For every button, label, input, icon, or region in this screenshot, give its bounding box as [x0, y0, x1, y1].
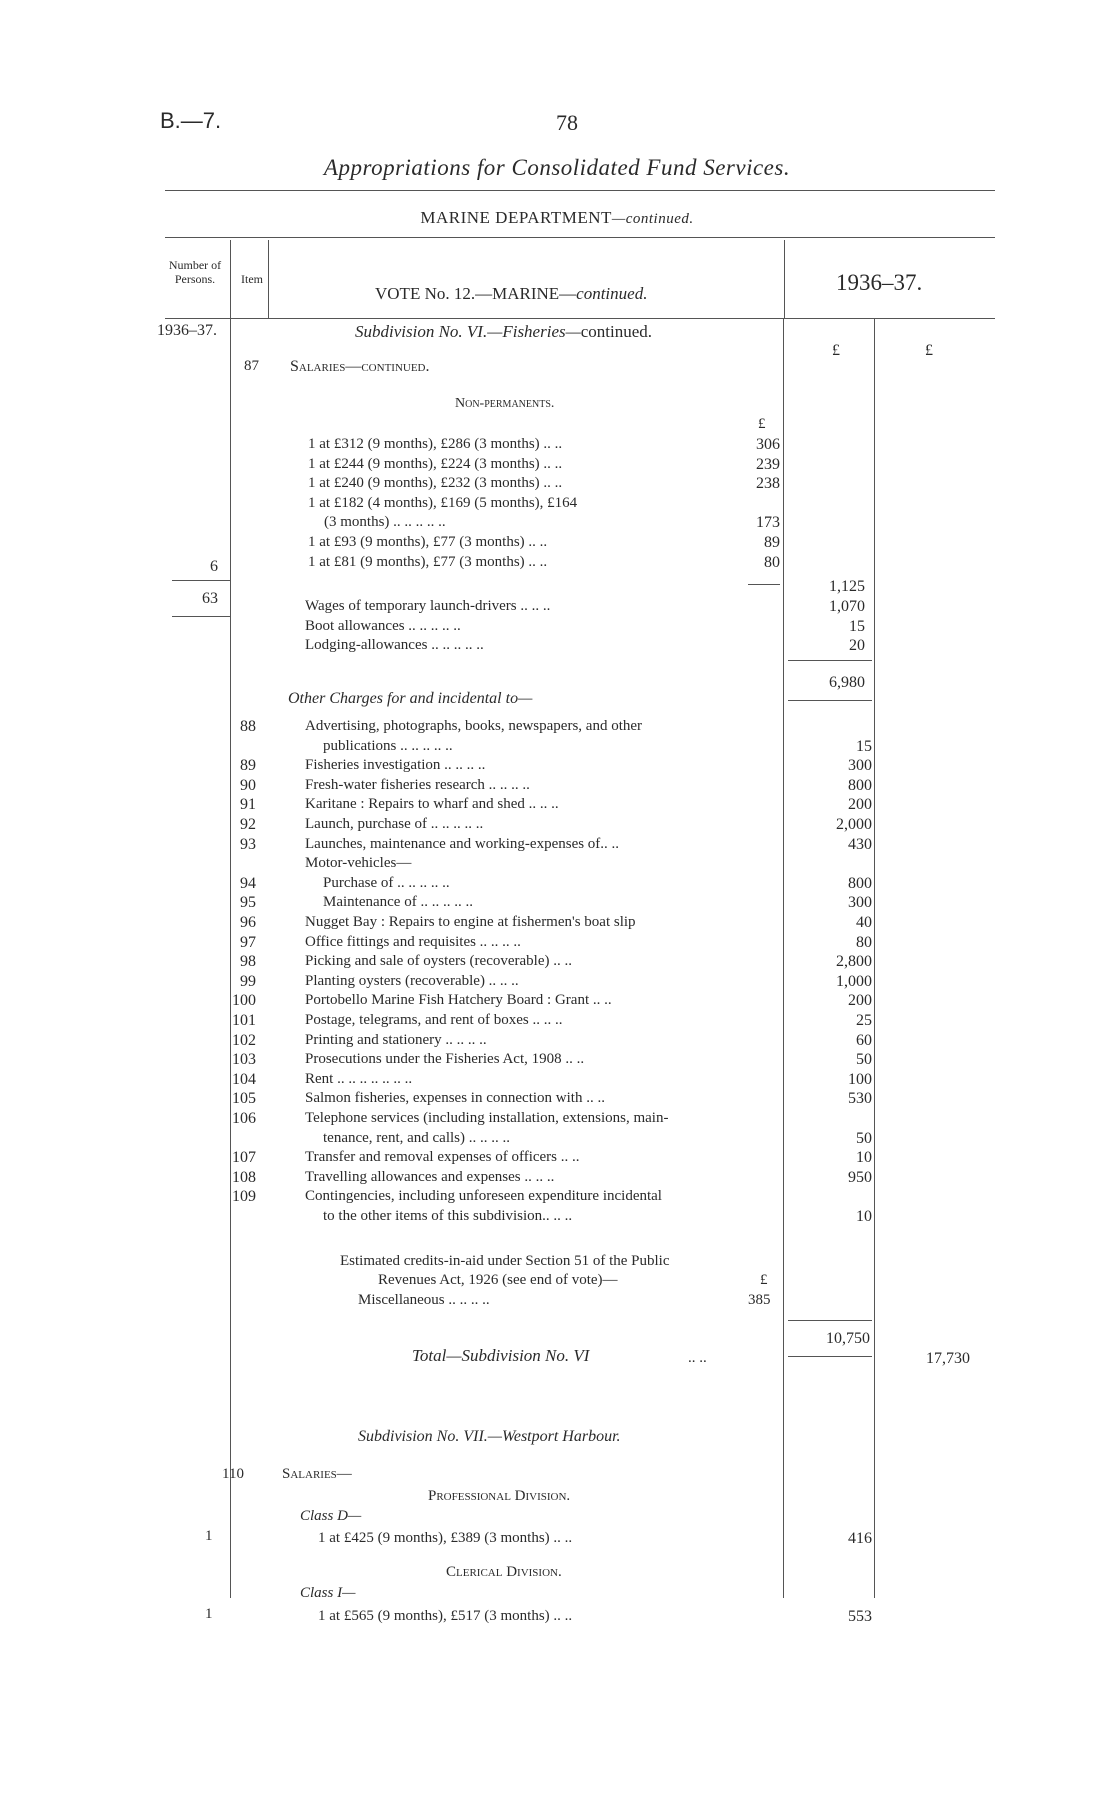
total-subdivision-vi-dots: .. .. — [688, 1350, 707, 1366]
charge-line: Travelling allowances and expenses .. .. .. — [305, 1168, 555, 1185]
sub7-salaries-heading: Salaries— — [282, 1466, 352, 1482]
persons-count-63: 63 — [202, 590, 218, 607]
nonperm-amount: 89 — [764, 534, 780, 551]
nonperm-line: 1 at £93 (9 months), £77 (3 months) .. .. — [308, 534, 548, 550]
charge-item-number: 91 — [240, 796, 256, 814]
charge-line: Printing and stationery .. .. .. .. — [305, 1031, 487, 1048]
charge-item-number: 94 — [240, 874, 256, 892]
charge-line: Salmon fisheries, expenses in connection with .. .. — [305, 1090, 605, 1107]
charge-item-number: 97 — [240, 933, 256, 951]
nonperm-amount: 80 — [764, 553, 780, 571]
charge-item-number: 100 — [232, 992, 256, 1010]
charge-line: tenance, rent, and calls) .. .. .. .. — [323, 1129, 511, 1146]
subdivision-vi-title — [355, 322, 652, 342]
charge-item-number: 93 — [240, 835, 256, 853]
charge-line: Fisheries investigation .. .. .. .. — [305, 757, 486, 774]
item-column-header: Item — [241, 272, 263, 286]
charge-amount: 10 — [856, 1149, 872, 1167]
charge-item-number: 98 — [240, 953, 256, 971]
salaries-item-number: 87 — [244, 358, 259, 374]
charge-line: Planting oysters (recoverable) .. .. .. — [305, 972, 519, 989]
charge-item-number: 90 — [240, 776, 256, 794]
charge-line: Purchase of .. .. .. .. .. — [323, 874, 450, 891]
charge-line: Postage, telegrams, and rent of boxes .. .. .. — [305, 1012, 563, 1028]
charge-amount: 10 — [856, 1208, 872, 1225]
vote-title-text: VOTE No. 12.—MARINE— — [375, 284, 577, 303]
department-name: MARINE DEPARTMENT — [420, 208, 612, 227]
charge-item-number: 103 — [232, 1051, 256, 1069]
department-heading — [0, 208, 1114, 228]
charge-amount: 800 — [848, 776, 872, 794]
professional-division-heading: Professional Division. — [428, 1488, 571, 1504]
charge-line: Office fittings and requisites .. .. .. .. — [305, 933, 521, 950]
charge-line: Transfer and removal expenses of officers .. .. — [305, 1149, 580, 1166]
charge-line: Maintenance of .. .. .. .. .. — [323, 894, 473, 911]
charges-total: 10,750 — [826, 1330, 870, 1347]
charges-total-rule — [788, 1356, 872, 1357]
sub7-persons-1b: 1 — [205, 1606, 213, 1622]
nonperm-line: 1 at £244 (9 months), £224 (3 months) .. .. — [308, 455, 563, 472]
charge-item-number: 89 — [240, 757, 256, 775]
nonperm-line: 1 at £312 (9 months), £286 (3 months) .. .. — [308, 436, 563, 452]
page-number: 78 — [556, 110, 578, 135]
charge-amount: 300 — [848, 757, 872, 775]
charge-line: Karitane : Repairs to wharf and shed .. .. .. — [305, 796, 559, 813]
charge-line: Advertising, photographs, books, newspapers, and other — [305, 718, 643, 734]
sub7-item-number: 110 — [222, 1466, 244, 1482]
rule-desc-amount — [783, 318, 784, 1598]
total-subdivision-vi-label: Total—Subdivision No. VI — [412, 1346, 590, 1365]
charge-item-number: 88 — [240, 718, 256, 735]
sub7-persons-1a: 1 — [205, 1528, 213, 1544]
charge-item-number: 106 — [232, 1110, 256, 1127]
clerical-division-heading: Clerical Division. — [446, 1564, 562, 1580]
charge-amount: 40 — [856, 914, 872, 931]
nonperm-amount: 306 — [756, 436, 780, 453]
charge-item-number: 107 — [232, 1149, 256, 1167]
nonperm-amount: 238 — [756, 475, 780, 493]
nonperm-line: 1 at £240 (9 months), £232 (3 months) .. .. — [308, 475, 563, 492]
class-i-amount: 553 — [848, 1608, 872, 1625]
charge-amount: 25 — [856, 1012, 872, 1029]
charge-amount: 15 — [856, 737, 872, 755]
total-subdivision-vi-amount: 17,730 — [926, 1350, 970, 1367]
wage-line: Wages of temporary launch-drivers .. .. .. — [305, 598, 551, 614]
charge-line: Nugget Bay : Repairs to engine at fishermen's boat slip — [305, 914, 636, 930]
credits-line-1: Estimated credits-in-aid under Section 51 of the Public — [340, 1253, 670, 1269]
charge-line: publications .. .. .. .. .. — [323, 737, 453, 754]
wage-amount: 15 — [849, 617, 865, 635]
pound-header-1: £ — [832, 342, 840, 359]
header-bottom-rule — [165, 318, 995, 319]
nonperm-amount: 173 — [756, 514, 780, 532]
page-title: Appropriations for Consolidated Fund Services. — [323, 155, 791, 180]
wage-amount: 20 — [849, 637, 865, 654]
subdivision-vi-suffix: continued. — [580, 322, 653, 341]
charge-line: Launches, maintenance and working-expenses of.. .. — [305, 835, 620, 852]
credits-miscellaneous-amount: 385 — [748, 1292, 771, 1308]
persons-rule-1 — [172, 580, 230, 581]
nonperm-line: 1 at £182 (4 months), £169 (5 months), £164 — [308, 494, 578, 511]
nonperm-amount: 239 — [756, 455, 780, 473]
charge-line: Picking and sale of oysters (recoverable) .. .. — [305, 953, 572, 970]
charge-amount: 950 — [848, 1168, 872, 1186]
wage-line: Lodging-allowances .. .. .. .. .. — [305, 637, 484, 653]
charge-line: Launch, purchase of .. .. .. .. .. — [305, 816, 484, 832]
charge-item-number: 101 — [232, 1012, 256, 1029]
nonperm-line: (3 months) .. .. .. .. .. — [324, 514, 446, 531]
charge-item-number: 96 — [240, 914, 256, 931]
salaries-subtotal-rule — [788, 660, 872, 661]
charge-amount: 200 — [848, 796, 872, 814]
subdivision-vii-title: Subdivision No. VII.—Westport Harbour. — [358, 1428, 621, 1445]
rule-desc-year-header — [784, 240, 785, 318]
nonperm-pound-sign: £ — [758, 416, 766, 432]
charge-amount: 2,800 — [836, 953, 872, 971]
pound-header-2: £ — [925, 342, 933, 359]
other-charges-heading: Other Charges for and incidental to— — [288, 690, 533, 707]
charge-item-number: 95 — [240, 894, 256, 912]
nonperm-total: 1,125 — [829, 578, 865, 595]
charge-line: Motor-vehicles— — [305, 855, 412, 872]
persons-column-header: Number of Persons. — [168, 258, 222, 286]
charge-item-number: 104 — [232, 1070, 256, 1088]
persons-count-6: 6 — [210, 558, 218, 575]
charge-amount: 800 — [848, 874, 872, 892]
charge-line: to the other items of this subdivision.. .. .. — [323, 1208, 573, 1224]
subdivision-vi-text: Subdivision No. VI.—Fisheries— — [355, 322, 581, 341]
wage-line: Boot allowances .. .. .. .. .. — [305, 617, 461, 634]
charge-amount: 80 — [856, 933, 872, 951]
credits-pound-sign: £ — [760, 1272, 768, 1288]
charge-line: Prosecutions under the Fisheries Act, 1908 .. .. — [305, 1051, 585, 1068]
charge-item-number: 102 — [232, 1031, 256, 1049]
charge-item-number: 108 — [232, 1168, 256, 1186]
charge-line: Fresh-water fisheries research .. .. .. .. — [305, 776, 530, 793]
charge-item-number: 99 — [240, 972, 256, 990]
vote-title-suffix: continued. — [576, 284, 648, 303]
charge-amount: 50 — [856, 1051, 872, 1069]
nonperm-subtotal-rule — [748, 584, 780, 585]
charge-amount: 100 — [848, 1070, 872, 1088]
class-d-amount: 416 — [848, 1530, 872, 1547]
nonperm-line: 1 at £81 (9 months), £77 (3 months) .. .. — [308, 553, 548, 570]
document-reference: B.—7. — [160, 108, 222, 133]
charge-item-number: 109 — [232, 1188, 256, 1206]
charge-item-number: 92 — [240, 816, 256, 833]
charge-amount: 2,000 — [836, 816, 872, 833]
credits-miscellaneous-label: Miscellaneous .. .. .. .. — [358, 1292, 490, 1308]
class-d-salary-line: 1 at £425 (9 months), £389 (3 months) .. .. — [318, 1530, 573, 1546]
persons-rule-2 — [172, 616, 230, 617]
credits-line-2: Revenues Act, 1926 (see end of vote)— — [378, 1272, 618, 1288]
charge-line: Portobello Marine Fish Hatchery Board : Grant .. .. — [305, 992, 612, 1009]
charge-line: Contingencies, including unforeseen expenditure incidental — [305, 1188, 662, 1205]
charge-amount: 200 — [848, 992, 872, 1010]
charge-line: Rent .. .. .. .. .. .. .. — [305, 1070, 413, 1087]
rule-amount-total — [874, 318, 875, 1598]
vote-title — [375, 284, 647, 304]
wage-amount: 1,070 — [829, 598, 865, 615]
rule-persons-item-header — [230, 240, 231, 318]
charge-line: Telephone services (including installation, extensions, main- — [305, 1110, 669, 1126]
class-i-label: Class I— — [300, 1585, 356, 1601]
title-rule — [165, 190, 995, 191]
charge-amount: 430 — [848, 835, 872, 853]
salaries-heading: Salaries—continued. — [290, 358, 430, 375]
charge-amount: 530 — [848, 1090, 872, 1108]
table-top-rule — [165, 237, 995, 238]
charges-subtotal-rule — [788, 1320, 872, 1321]
charge-amount: 1,000 — [836, 972, 872, 990]
charge-amount: 300 — [848, 894, 872, 912]
salaries-total: 6,980 — [829, 674, 865, 691]
class-d-label: Class D— — [300, 1508, 362, 1524]
non-permanents-heading: Non-permanents. — [455, 396, 555, 411]
charge-amount: 60 — [856, 1031, 872, 1049]
class-i-salary-line: 1 at £565 (9 months), £517 (3 months) .. .. — [318, 1608, 573, 1624]
charge-item-number: 105 — [232, 1090, 256, 1108]
salaries-total-rule — [788, 700, 872, 701]
department-suffix: —continued. — [611, 211, 694, 227]
charge-amount: 50 — [856, 1129, 872, 1147]
year-header: 1936–37. — [836, 270, 923, 295]
rule-item-desc-header — [268, 240, 269, 318]
year-left-label: 1936–37. — [157, 322, 217, 339]
